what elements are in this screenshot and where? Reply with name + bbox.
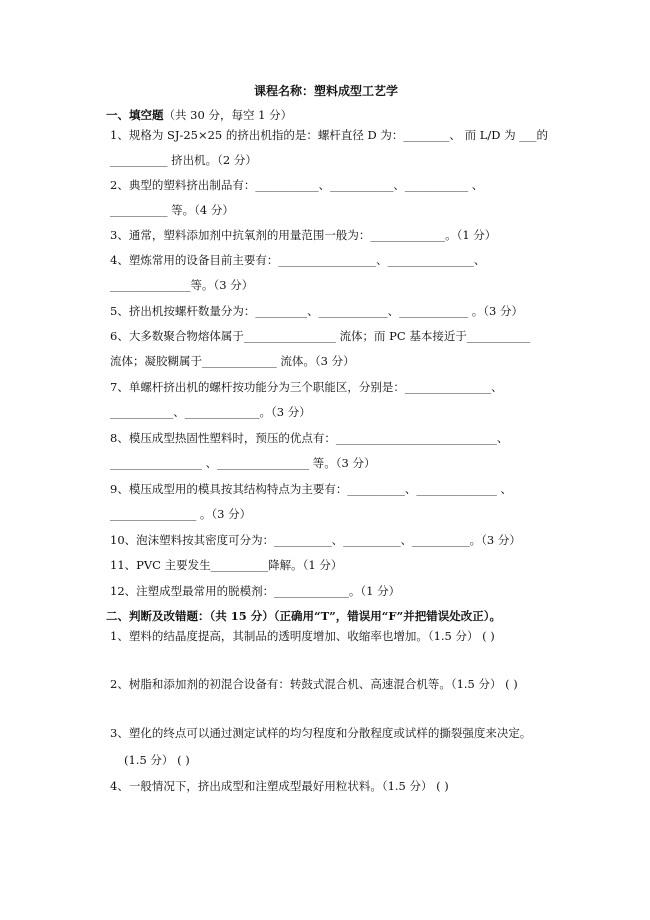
judge2-line1: 2、树脂和添加剂的初混合设备有：转鼓式混合机、高速混合机等。（1.5 分） ( ) (110, 677, 518, 691)
section1-heading-note: （共 30 分，每空 1 分） (163, 108, 293, 122)
q5-line1: 5、挤出机按螺杆数量分为：_________、____________、____________ 。（3 分） (110, 304, 523, 318)
q6-line2: 流体；凝胶糊属于_____________ 流体。（3 分） (110, 354, 355, 368)
q9-line1: 9、模压成型用的模具按其结构特点为主要有：__________、______________ 、 (110, 482, 512, 496)
section1-heading (106, 107, 292, 123)
judge3-line2: (1.5 分） ( ) (124, 753, 190, 767)
q11-line1: 11、PVC 主要发生__________降解。（1 分） (110, 558, 343, 572)
q10-line1: 10、泡沫塑料按其密度可分为：__________、__________、__________。（3 分） (110, 533, 521, 547)
q1-line1: 1、规格为 SJ-25×25 的挤出机指的是：螺杆直径 D 为：________、 而 L/D 为 ___的 (110, 128, 549, 142)
q4-line1: 4、塑炼常用的设备目前主要有：_________________、_______________、 (110, 253, 486, 267)
q7-line1: 7、单螺杆挤出机的螺杆按功能分为三个职能区，分别是：_______________、 (110, 380, 503, 394)
q4-line2: ______________等。（3 分） (110, 278, 254, 292)
q6-line1: 6、大多数聚合物熔体属于________________ 流体；而 PC 基本接近于___________ (110, 329, 531, 343)
q8-line2: ________________ 、________________ 等。（3 分） (110, 456, 376, 470)
section1-heading-label: 一、填空题 (106, 108, 164, 122)
section2-heading: 二、判断及改错题：（共 15 分）（正确用“T”，错误用“F”并把错误处改正）。 (106, 609, 501, 623)
q2-line2: __________ 等。（4 分） (110, 203, 234, 217)
q3-line1: 3、通常，塑料添加剂中抗氧剂的用量范围一般为：_____________。（1 分） (110, 228, 497, 242)
q9-line2: _______________ 。（3 分） (110, 507, 252, 521)
q8-line1: 8、模压成型热固性塑料时，预压的优点有：____________________________、 (110, 431, 509, 445)
judge4-line1: 4、一般情况下，挤出成型和注塑成型最好用粒状料。（1.5 分） ( ) (110, 779, 449, 793)
q2-line1: 2、典型的塑料挤出制品有：___________、___________、___________ 、 (110, 178, 484, 192)
course-title: 课程名称：塑料成型工艺学 (254, 84, 399, 98)
q7-line2: ___________、_____________。（3 分） (110, 405, 311, 419)
judge3-line1: 3、塑化的终点可以通过测定试样的均匀程度和分散程度或试样的撕裂强度来决定。 (110, 726, 532, 740)
q12-line1: 12、注塑成型最常用的脱模剂：_____________。（1 分） (110, 584, 401, 598)
judge1-line1: 1、塑料的结晶度提高，其制品的透明度增加、收缩率也增加。（1.5 分） ( ) (110, 629, 495, 643)
q1-line2: __________ 挤出机。（2 分） (110, 153, 257, 167)
